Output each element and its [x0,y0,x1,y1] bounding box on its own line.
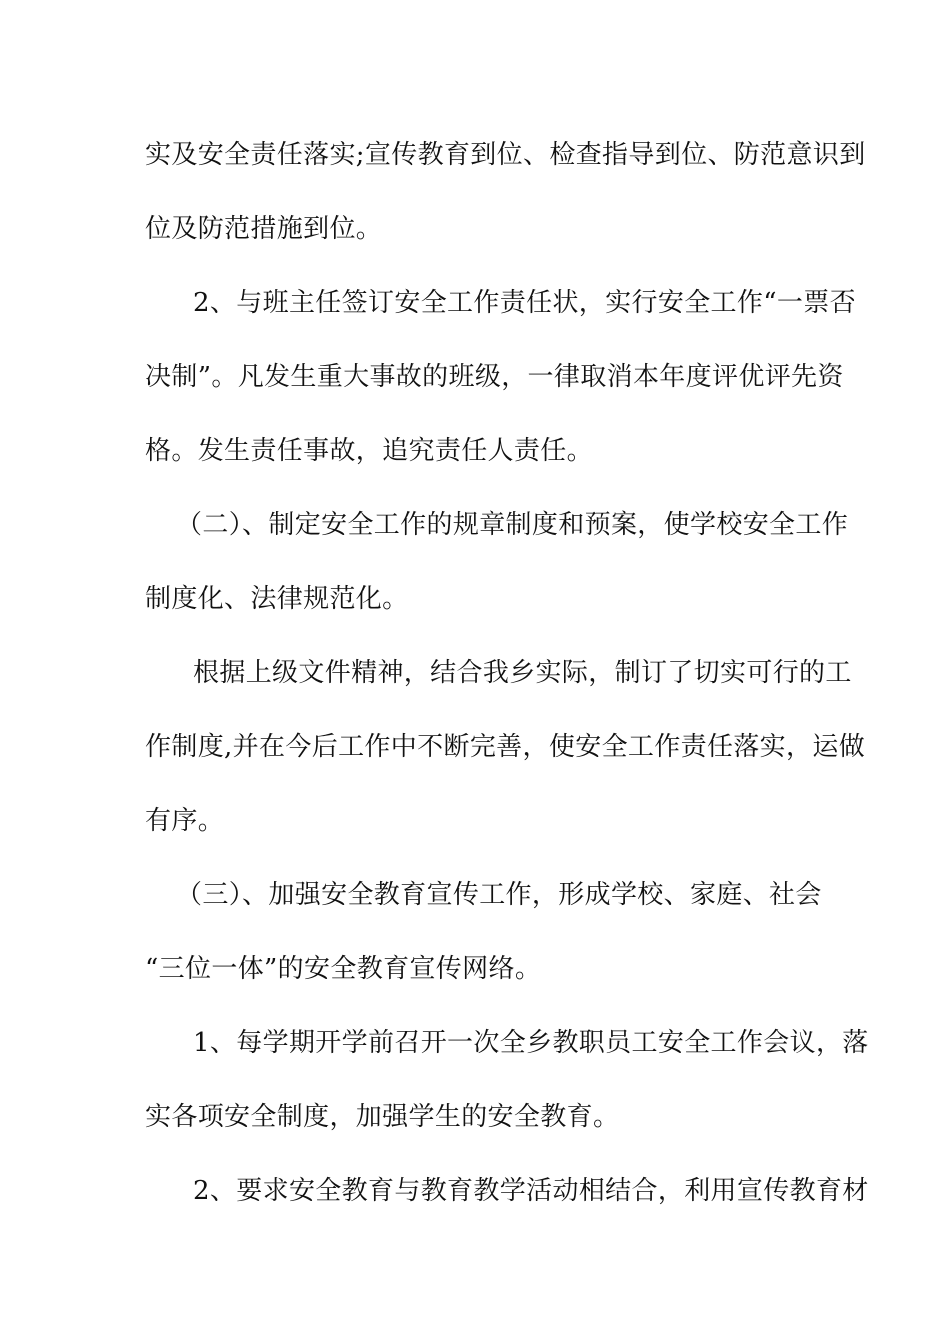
text-line-13: 1、每学期开学前召开一次全乡教职员工安全工作会议，落 [193,1028,869,1058]
text-line-12: “三位一体”的安全教育宣传网络。 [145,954,542,984]
text-line-15: 2、要求安全教育与教育教学活动相结合，利用宣传教育材 [193,1176,869,1206]
text-line-6: （二）、制定安全工作的规章制度和预案，使学校安全工作 [176,510,849,540]
text-line-10: 有序。 [145,806,225,836]
text-line-3: 2、与班主任签订安全工作责任状，实行安全工作“一票否 [193,288,856,318]
text-line-7: 制度化、法律规范化。 [145,584,409,614]
text-line-14: 实各项安全制度，加强学生的安全教育。 [145,1102,620,1132]
text-line-2: 位及防范措施到位。 [145,214,383,244]
text-line-1: 实及安全责任落实;宣传教育到位、检查指导到位、防范意识到 [145,140,866,170]
text-line-9: 作制度,并在今后工作中不断完善，使安全工作责任落实，运做 [145,732,866,762]
text-line-5: 格。发生责任事故，追究责任人责任。 [145,436,593,466]
text-line-11: （三）、加强安全教育宣传工作，形成学校、家庭、社会 [176,880,822,910]
text-line-4: 决制”。凡发生重大事故的班级，一律取消本年度评优评先资 [145,362,844,392]
text-line-8: 根据上级文件精神，结合我乡实际，制订了切实可行的工 [193,658,852,688]
